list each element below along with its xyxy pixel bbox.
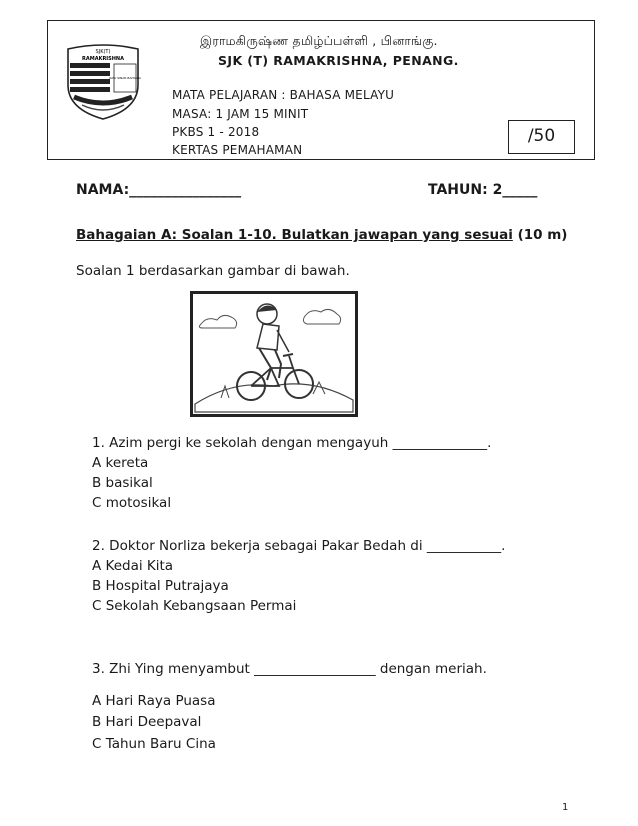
question-1-option-b[interactable]: B basikal (92, 475, 153, 491)
question-3-option-a[interactable]: A Hari Raya Puasa (92, 693, 216, 709)
tamil-school-title: இராமகிருஷ்ண தமிழ்ப்பள்ளி , பினாங்கு. (200, 33, 438, 48)
section-marks: (10 m) (517, 227, 568, 243)
subject-line: MATA PELAJARAN : BAHASA MELAYU (172, 88, 395, 102)
crest-text-top: SJK(T) (95, 49, 111, 55)
crest-text-motto: ILMU SINAR BAHAGIA (108, 76, 142, 80)
name-field: NAMA:________________ (76, 182, 242, 198)
boy-cycling-illustration (193, 294, 355, 414)
question-2-option-b[interactable]: B Hospital Putrajaya (92, 578, 229, 594)
crest-text-name: RAMAKRISHNA (82, 56, 124, 62)
section-instruction: Bahagaian A: Soalan 1-10. Bulatkan jawapan yang sesuai (76, 227, 513, 243)
question-1: 1. Azim pergi ke sekolah dengan mengayuh ______________. (92, 435, 492, 451)
year-field: TAHUN: 2_____ (428, 182, 538, 198)
intro-text: Soalan 1 berdasarkan gambar di bawah. (76, 263, 350, 279)
duration-line: MASA: 1 JAM 15 MINIT (172, 107, 309, 121)
exam-line: PKBS 1 - 2018 (172, 125, 260, 139)
question-1-option-a[interactable]: A kereta (92, 455, 149, 471)
section-title (76, 227, 567, 243)
question-3-option-c[interactable]: C Tahun Baru Cina (92, 736, 216, 752)
paper-line: KERTAS PEMAHAMAN (172, 143, 303, 157)
school-name: SJK (T) RAMAKRISHNA, PENANG. (218, 53, 459, 68)
question-3: 3. Zhi Ying menyambut __________________ dengan meriah. (92, 661, 487, 677)
question-1-option-c[interactable]: C motosikal (92, 495, 172, 511)
exam-header (47, 20, 595, 160)
boy-cycling-picture (190, 291, 358, 417)
question-2: 2. Doktor Norliza bekerja sebagai Pakar Bedah di ___________. (92, 538, 506, 554)
question-3-option-b[interactable]: B Hari Deepaval (92, 714, 202, 730)
school-crest-icon (62, 39, 144, 121)
page-number: 1 (562, 802, 569, 813)
score-box: /50 (508, 120, 575, 154)
question-2-option-c[interactable]: C Sekolah Kebangsaan Permai (92, 598, 297, 614)
question-2-option-a[interactable]: A Kedai Kita (92, 558, 174, 574)
